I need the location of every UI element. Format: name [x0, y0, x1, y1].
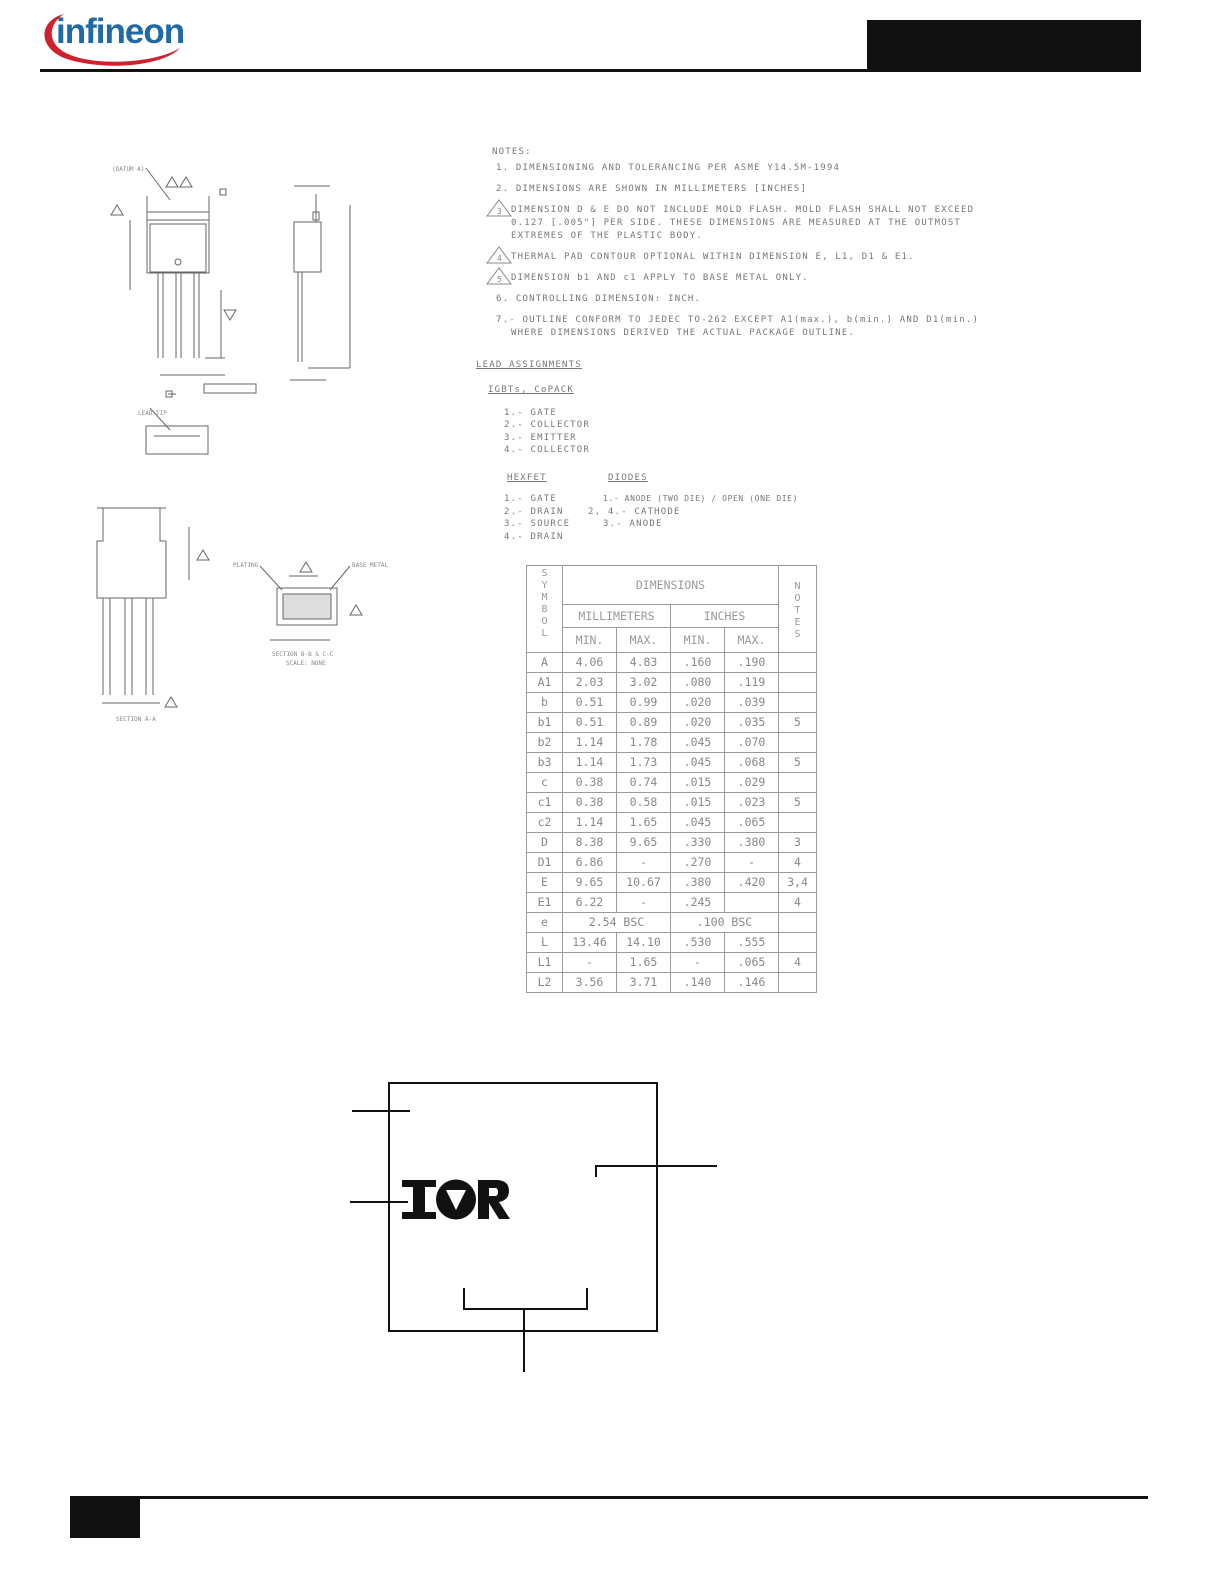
cell-in-max: .065: [725, 953, 779, 973]
bottom-view-body: [97, 508, 166, 598]
datum-label: (DATUM A): [112, 166, 145, 173]
cell-mm-max: 1.78: [617, 733, 671, 753]
infineon-logo-text: infineon: [56, 12, 185, 51]
cell-mm-max: 0.74: [617, 773, 671, 793]
cell-in-min: .045: [671, 813, 725, 833]
cell-note: [779, 813, 817, 833]
cell-sym: A: [527, 653, 563, 673]
cell-mm-min: 6.86: [563, 853, 617, 873]
cell-mm-max: 1.73: [617, 753, 671, 773]
cell-mm-max: 14.10: [617, 933, 671, 953]
cell-in-min: .330: [671, 833, 725, 853]
cell-in-max: .068: [725, 753, 779, 773]
hexfet-lead-4: 4.- DRAIN: [504, 532, 564, 542]
cell-mm-max: 3.02: [617, 673, 671, 693]
cell-mm-max: 10.67: [617, 873, 671, 893]
leader-line-1: [352, 1110, 410, 1112]
leader-line-3: [595, 1165, 717, 1167]
lead-tip-view: [146, 426, 208, 454]
in-max-header: MAX.: [725, 628, 779, 653]
igbt-title: IGBTs, CoPACK: [488, 385, 575, 395]
cell-in-max: .023: [725, 793, 779, 813]
note-3a: DIMENSION D & E DO NOT INCLUDE MOLD FLASH. MOLD FLASH SHALL NOT EXCEED: [511, 205, 975, 215]
table-row: [527, 873, 817, 893]
table-row: [527, 693, 817, 713]
scale-label: SCALE: NONE: [286, 660, 326, 667]
cell-mm-min: -: [563, 953, 617, 973]
cell-in-min: .270: [671, 853, 725, 873]
cell-mm-max: 0.99: [617, 693, 671, 713]
cell-in-max: .070: [725, 733, 779, 753]
lead-assignments-title: LEAD ASSIGNMENTS: [476, 360, 582, 370]
cell-sym: c: [527, 773, 563, 793]
cell-note: 5: [779, 793, 817, 813]
cell-note: [779, 913, 817, 933]
cell-sym: L: [527, 933, 563, 953]
notes-header: N O T E S: [779, 566, 817, 653]
cell-sym: E: [527, 873, 563, 893]
cell-mm-max: 1.65: [617, 813, 671, 833]
cell-note: [779, 773, 817, 793]
table-row: [527, 913, 817, 933]
table-row: [527, 853, 817, 873]
ior-logo: [400, 1178, 512, 1222]
cell-note: 4: [779, 853, 817, 873]
mm-max-header: MAX.: [617, 628, 671, 653]
cell-in-min: .380: [671, 873, 725, 893]
leader-line-4: [523, 1310, 525, 1372]
cell-mm-bsc: 2.54 BSC: [563, 913, 671, 933]
footer-rule: [70, 1496, 1148, 1499]
note-1: 1. DIMENSIONING AND TOLERANCING PER ASME Y14.5M-1994: [496, 163, 841, 173]
cell-in-min: .015: [671, 793, 725, 813]
cell-note: [779, 733, 817, 753]
table-row: [527, 793, 817, 813]
cell-in-max: [725, 893, 779, 913]
cell-in-max: -: [725, 853, 779, 873]
cell-in-min: .045: [671, 733, 725, 753]
cell-mm-max: -: [617, 853, 671, 873]
note-3b: 0.127 [.005"] PER SIDE. THESE DIMENSIONS ARE MEASURED AT THE OUTMOST: [511, 218, 962, 228]
table-row: [527, 673, 817, 693]
cell-sym: b1: [527, 713, 563, 733]
cell-in-min: .045: [671, 753, 725, 773]
cell-mm-max: 0.58: [617, 793, 671, 813]
mm-min-header: MIN.: [563, 628, 617, 653]
millimeters-header: MILLIMETERS: [563, 605, 671, 628]
table-row: [527, 933, 817, 953]
note-4: THERMAL PAD CONTOUR OPTIONAL WITHIN DIMENSION E, L1, D1 & E1.: [511, 252, 915, 262]
cell-sym: e: [527, 913, 563, 933]
cell-mm-max: 3.71: [617, 973, 671, 993]
cell-in-min: -: [671, 953, 725, 973]
igbt-lead-3: 3.- EMITTER: [504, 433, 577, 443]
cell-sym: L2: [527, 973, 563, 993]
cell-mm-min: 13.46: [563, 933, 617, 953]
cell-in-min: .080: [671, 673, 725, 693]
in-min-header: MIN.: [671, 628, 725, 653]
inches-header: INCHES: [671, 605, 779, 628]
diode-lead-3: 3.- ANODE: [603, 519, 663, 529]
cell-note: [779, 933, 817, 953]
table-row: [527, 833, 817, 853]
table-row: [527, 973, 817, 993]
cell-sym: D: [527, 833, 563, 853]
cell-sym: A1: [527, 673, 563, 693]
svg-text:4: 4: [497, 254, 502, 263]
cell-mm-max: 1.65: [617, 953, 671, 973]
diode-lead-2: 2, 4.- CATHODE: [588, 507, 681, 517]
cell-mm-min: 0.51: [563, 693, 617, 713]
cell-sym: E1: [527, 893, 563, 913]
note-7b: WHERE DIMENSIONS DERIVED THE ACTUAL PACKAGE OUTLINE.: [511, 328, 856, 338]
diodes-title: DIODES: [608, 473, 648, 483]
cell-in-max: .029: [725, 773, 779, 793]
cell-sym: b: [527, 693, 563, 713]
cell-mm-min: 2.03: [563, 673, 617, 693]
cell-mm-max: 4.83: [617, 653, 671, 673]
cell-in-min: .160: [671, 653, 725, 673]
cell-in-min: .015: [671, 773, 725, 793]
hexfet-lead-2: 2.- DRAIN: [504, 507, 564, 517]
cell-in-max: .065: [725, 813, 779, 833]
note-2: 2. DIMENSIONS ARE SHOWN IN MILLIMETERS [INCHES]: [496, 184, 808, 194]
cell-note: [779, 973, 817, 993]
note-6: 6. CONTROLLING DIMENSION: INCH.: [496, 294, 702, 304]
cell-sym: c2: [527, 813, 563, 833]
cell-sym: c1: [527, 793, 563, 813]
table-row: [527, 733, 817, 753]
cell-note: 3: [779, 833, 817, 853]
hexfet-title: HEXFET: [507, 473, 547, 483]
cell-mm-max: 9.65: [617, 833, 671, 853]
cell-mm-min: 8.38: [563, 833, 617, 853]
cell-in-max: .555: [725, 933, 779, 953]
cell-in-max: .190: [725, 653, 779, 673]
cell-in-min: .020: [671, 713, 725, 733]
cell-mm-min: 9.65: [563, 873, 617, 893]
cell-mm-min: 4.06: [563, 653, 617, 673]
cell-sym: L1: [527, 953, 563, 973]
section-a-label: SECTION A-A: [116, 716, 156, 723]
cell-mm-max: 0.89: [617, 713, 671, 733]
lead-tip-label: LEAD TIP: [138, 410, 167, 417]
side-view-body: [294, 222, 321, 272]
notes-title: NOTES:: [492, 147, 532, 157]
cell-mm-min: 3.56: [563, 973, 617, 993]
dimensions-header: DIMENSIONS: [563, 566, 779, 605]
cell-note: [779, 693, 817, 713]
cell-sym: D1: [527, 853, 563, 873]
cell-note: 3,4: [779, 873, 817, 893]
cell-in-max: .119: [725, 673, 779, 693]
cell-mm-min: 0.51: [563, 713, 617, 733]
cell-note: [779, 653, 817, 673]
cell-in-min: .245: [671, 893, 725, 913]
table-row: [527, 773, 817, 793]
table-row: [527, 713, 817, 733]
cell-in-max: .035: [725, 713, 779, 733]
hexfet-lead-1: 1.- GATE: [504, 494, 557, 504]
cell-mm-min: 1.14: [563, 813, 617, 833]
cell-mm-min: 0.38: [563, 773, 617, 793]
table-row: [527, 653, 817, 673]
cell-note: 5: [779, 713, 817, 733]
igbt-lead-1: 1.- GATE: [504, 408, 557, 418]
cell-in-max: .039: [725, 693, 779, 713]
cell-note: 5: [779, 753, 817, 773]
hexfet-lead-3: 3.- SOURCE: [504, 519, 571, 529]
footer-black-box: [70, 1496, 140, 1538]
igbt-lead-2: 2.- COLLECTOR: [504, 420, 591, 430]
table-row: [527, 813, 817, 833]
cell-mm-min: 6.22: [563, 893, 617, 913]
cell-in-min: .020: [671, 693, 725, 713]
cell-sym: b3: [527, 753, 563, 773]
cell-in-max: .146: [725, 973, 779, 993]
dimensions-table: [526, 565, 817, 993]
cell-sym: b2: [527, 733, 563, 753]
cell-mm-min: 1.14: [563, 733, 617, 753]
note-7a: 7.- OUTLINE CONFORM TO JEDEC TO-262 EXCEPT A1(max.), b(min.) AND D1(min.): [496, 315, 980, 325]
cell-mm-max: -: [617, 893, 671, 913]
table-row: [527, 953, 817, 973]
svg-text:3: 3: [497, 207, 502, 216]
section-b-label: SECTION B-B & C-C: [272, 651, 334, 658]
plating-label: PLATING: [233, 562, 259, 569]
cell-note: [779, 673, 817, 693]
cell-mm-min: 0.38: [563, 793, 617, 813]
table-row: [527, 893, 817, 913]
cell-in-min: .530: [671, 933, 725, 953]
cell-note: 4: [779, 953, 817, 973]
note-5: DIMENSION b1 AND c1 APPLY TO BASE METAL ONLY.: [511, 273, 809, 283]
symbol-header: S Y M B O L: [527, 566, 563, 653]
cell-in-max: .420: [725, 873, 779, 893]
cell-in-max: .380: [725, 833, 779, 853]
cell-mm-min: 1.14: [563, 753, 617, 773]
diode-lead-1: 1.- ANODE (TWO DIE) / OPEN (ONE DIE): [603, 494, 798, 503]
cell-note: 4: [779, 893, 817, 913]
base-metal-label: BASE METAL: [352, 562, 389, 569]
note-3c: EXTREMES OF THE PLASTIC BODY.: [511, 231, 703, 241]
igbt-lead-4: 4.- COLLECTOR: [504, 445, 591, 455]
cell-in-bsc: .100 BSC: [671, 913, 779, 933]
bracket-bottom: [463, 1308, 588, 1310]
cell-in-min: .140: [671, 973, 725, 993]
table-row: [527, 753, 817, 773]
svg-text:5: 5: [497, 275, 502, 284]
